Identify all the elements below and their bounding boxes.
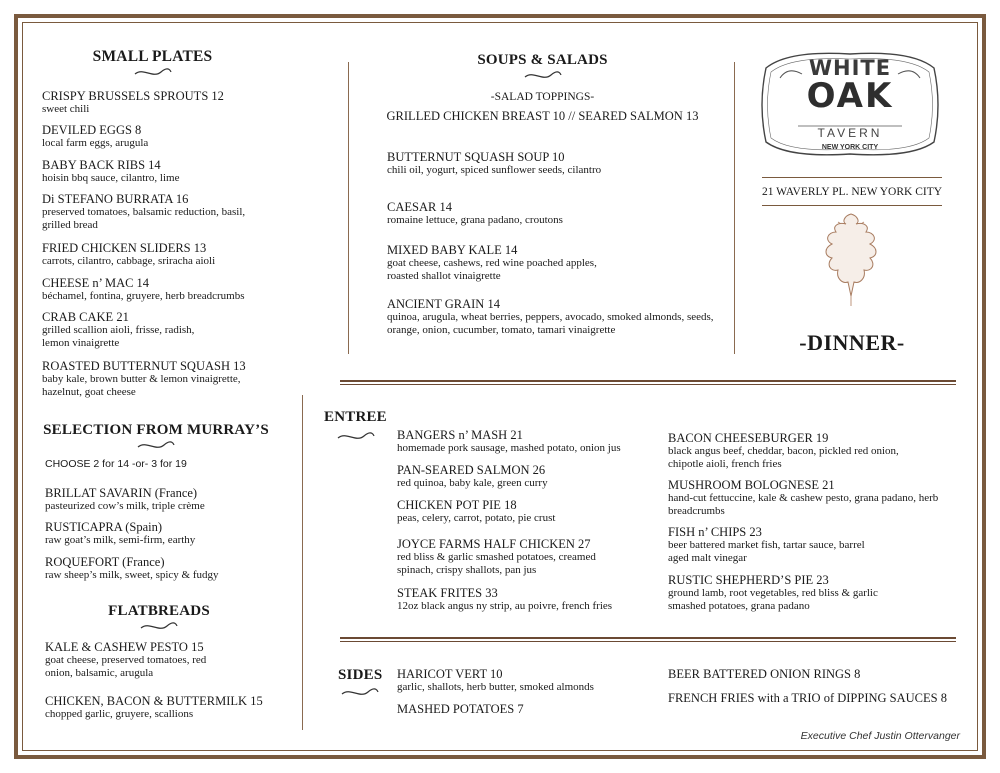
address-rule (762, 205, 942, 206)
item-desc: chopped garlic, gruyere, scallions (45, 708, 194, 720)
menu-item (397, 463, 548, 490)
menu-item (387, 243, 627, 283)
item-desc: pasteurized cow’s milk, triple crème (45, 500, 205, 512)
item-name: MIXED BABY KALE 14 (387, 243, 518, 257)
entree-heading-block (324, 409, 387, 442)
item-name: CHEESE n’ MAC 14 (42, 276, 150, 290)
item-name: CHICKEN, BACON & BUTTERMILK 15 (45, 694, 263, 708)
flatbreads-heading: FLATBREADS (108, 603, 210, 619)
item-name: CRAB CAKE 21 (42, 310, 129, 324)
oak-leaf-icon (818, 210, 884, 312)
menu-item (668, 573, 888, 613)
item-name: FRIED CHICKEN SLIDERS 13 (42, 241, 207, 255)
item-name: BANGERS n’ MASH 21 (397, 428, 523, 442)
menu-item (42, 359, 277, 399)
menu-item (42, 310, 222, 350)
item-desc: homemade pork sausage, mashed potato, onion jus (397, 442, 621, 454)
chef-credit: Executive Chef Justin Ottervanger (800, 730, 960, 742)
item-name: STEAK FRITES 33 (397, 586, 498, 600)
item-name: PAN-SEARED SALMON 26 (397, 463, 546, 477)
column-divider (734, 62, 735, 354)
swirl-ornament-icon (340, 688, 380, 698)
item-name: ANCIENT GRAIN 14 (387, 297, 500, 311)
item-desc: béchamel, fontina, gruyere, herb breadcrumbs (42, 290, 245, 302)
item-name: ROASTED BUTTERNUT SQUASH 13 (42, 359, 246, 373)
item-name: ROQUEFORT (France) (45, 555, 165, 569)
swirl-ornament-icon (336, 432, 376, 442)
item-desc: preserved tomatoes, balsamic reduction, basil, grilled bread (42, 206, 246, 231)
menu-item (45, 486, 205, 513)
menu-item (45, 640, 235, 680)
item-name: FRENCH FRIES with a TRIO of DIPPING SAUCES 8 (668, 691, 947, 705)
item-desc: local farm eggs, arugula (42, 137, 149, 149)
section-rule (340, 637, 956, 642)
menu-item (397, 537, 617, 577)
item-name: RUSTIC SHEPHERD’S PIE 23 (668, 573, 829, 587)
menu-item (397, 428, 621, 455)
item-name: BEER BATTERED ONION RINGS 8 (668, 667, 861, 681)
item-name: BRILLAT SAVARIN (France) (45, 486, 198, 500)
item-desc: goat cheese, preserved tomatoes, red onion, balsamic, arugula (45, 654, 207, 679)
item-desc: garlic, shallots, herb butter, smoked almonds (397, 681, 594, 693)
menu-item (42, 192, 257, 232)
item-desc: grilled scallion aioli, frisse, radish, lemon vinaigrette (42, 324, 195, 349)
item-name: KALE & CASHEW PESTO 15 (45, 640, 204, 654)
logo-city: NEW YORK CITY (821, 144, 879, 151)
soups-salads-section (360, 52, 725, 124)
swirl-ornament-icon (133, 68, 173, 78)
menu-item (42, 276, 245, 303)
soups-salads-heading: SOUPS & SALADS (477, 52, 608, 68)
item-name: JOYCE FARMS HALF CHICKEN 27 (397, 537, 591, 551)
menu-item (668, 691, 947, 705)
swirl-ornament-icon (523, 71, 563, 81)
menu-item (668, 478, 948, 518)
murrays-choose-note: CHOOSE 2 for 14 -or- 3 for 19 (45, 458, 187, 470)
murrays-section (40, 422, 272, 451)
menu-item (42, 241, 215, 268)
logo-oak: OAK (806, 76, 894, 116)
item-desc: goat cheese, cashews, red wine poached apples, roasted shallot vinaigrette (387, 257, 597, 282)
item-name: Di STEFANO BURRATA 16 (42, 192, 189, 206)
item-desc: baby kale, brown butter & lemon vinaigrette, hazelnut, goat cheese (42, 373, 241, 398)
item-desc: hoisin bbq sauce, cilantro, lime (42, 172, 180, 184)
item-desc: red bliss & garlic smashed potatoes, creamed spinach, crispy shallots, pan jus (397, 551, 596, 576)
item-desc: quinoa, arugula, wheat berries, peppers, avocado, smoked almonds, seeds, orange, onion, cucumber, tomato, tamari vinaigrette (387, 311, 714, 336)
menu-item (387, 297, 722, 337)
item-name: CHICKEN POT PIE 18 (397, 498, 517, 512)
sides-heading: SIDES (338, 667, 383, 683)
menu-item (45, 555, 219, 582)
item-name: HARICOT VERT 10 (397, 667, 503, 681)
item-desc: 12oz black angus ny strip, au poivre, french fries (397, 600, 613, 612)
column-divider (302, 395, 303, 730)
item-desc: romaine lettuce, grana padano, croutons (387, 214, 563, 226)
item-desc: sweet chili (42, 103, 90, 115)
item-name: CAESAR 14 (387, 200, 452, 214)
item-desc: raw sheep’s milk, sweet, spicy & fudgy (45, 569, 219, 581)
item-desc: beer battered market fish, tartar sauce, barrel aged malt vinegar (668, 539, 865, 564)
menu-item (387, 200, 563, 227)
item-desc: chili oil, yogurt, spiced sunflower seeds, cilantro (387, 164, 602, 176)
item-name: BACON CHEESEBURGER 19 (668, 431, 829, 445)
sides-heading-block (338, 667, 382, 698)
address: 21 WAVERLY PL. NEW YORK CITY (761, 186, 943, 198)
item-name: RUSTICAPRA (Spain) (45, 520, 163, 534)
menu-item (45, 520, 195, 547)
logo-tavern: TAVERN (817, 126, 883, 140)
column-divider (348, 62, 349, 354)
menu-item (668, 525, 883, 565)
item-desc: carrots, cilantro, cabbage, sriracha aioli (42, 255, 216, 267)
menu-item (668, 431, 903, 471)
logo-white: WHITE (808, 56, 892, 80)
menu-item (668, 667, 860, 681)
item-name: MASHED POTATOES 7 (397, 702, 524, 716)
menu-item (42, 158, 179, 185)
address-rule (762, 177, 942, 178)
salad-toppings-label: -SALAD TOPPINGS- (490, 91, 595, 103)
swirl-ornament-icon (139, 622, 179, 632)
menu-item (397, 702, 524, 716)
item-name: BUTTERNUT SQUASH SOUP 10 (387, 150, 565, 164)
item-desc: hand-cut fettuccine, kale & cashew pesto, grana padano, herb breadcrumbs (668, 492, 939, 517)
item-name: MUSHROOM BOLOGNESE 21 (668, 478, 835, 492)
menu-item (45, 694, 263, 721)
salad-toppings: GRILLED CHICKEN BREAST 10 // SEARED SALMON 13 (386, 109, 699, 123)
item-name: BABY BACK RIBS 14 (42, 158, 161, 172)
item-desc: raw goat’s milk, semi-firm, earthy (45, 534, 196, 546)
item-desc: peas, celery, carrot, potato, pie crust (397, 512, 556, 524)
item-name: FISH n’ CHIPS 23 (668, 525, 762, 539)
small-plates-heading: SMALL PLATES (92, 48, 213, 65)
menu-item (397, 498, 555, 525)
item-desc: black angus beef, cheddar, bacon, pickled red onion, chipotle aioli, french fries (668, 445, 899, 470)
murrays-heading: SELECTION FROM MURRAY’S (43, 422, 269, 438)
menu-item (387, 150, 601, 177)
dinner-title: -DINNER- (799, 330, 905, 355)
entree-heading: ENTREE (324, 409, 387, 425)
small-plates-section (40, 48, 265, 78)
menu-item (397, 586, 612, 613)
item-desc: ground lamb, root vegetables, red bliss & garlic smashed potatoes, grana padano (668, 587, 878, 612)
menu-item (397, 667, 594, 694)
menu-item (42, 123, 148, 150)
swirl-ornament-icon (136, 441, 176, 451)
section-rule (340, 380, 956, 385)
flatbreads-section (40, 603, 278, 632)
menu-item (42, 89, 224, 116)
item-name: DEVILED EGGS 8 (42, 123, 142, 137)
item-name: CRISPY BRUSSELS SPROUTS 12 (42, 89, 224, 103)
item-desc: red quinoa, baby kale, green curry (397, 477, 548, 489)
